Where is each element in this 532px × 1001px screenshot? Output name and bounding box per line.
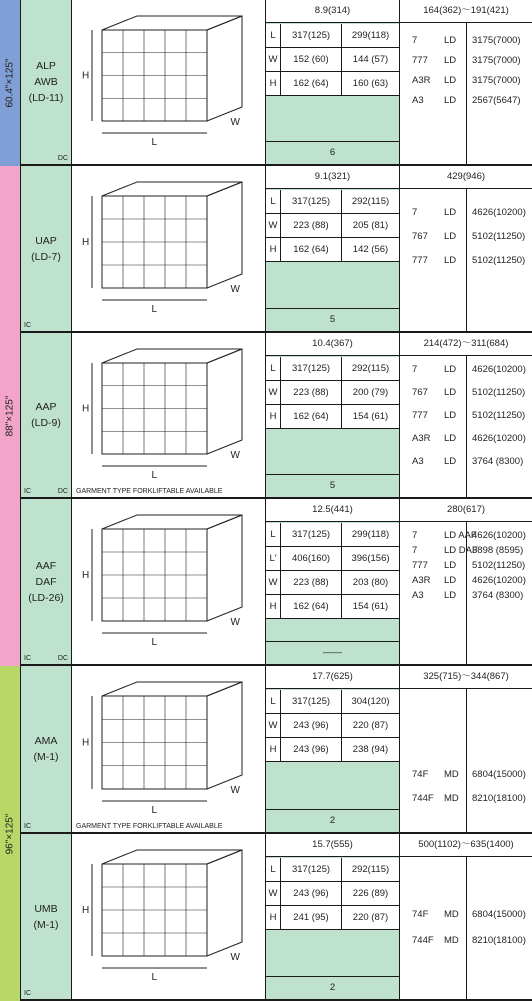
external-dimension: 317(125): [281, 523, 342, 546]
aircraft-item: [400, 255, 532, 271]
aircraft-item: [400, 231, 532, 247]
tare-weight: 429(946): [400, 166, 532, 189]
dimension-label: L: [151, 470, 158, 481]
aircraft-type: 777: [412, 410, 428, 421]
column-divider: [466, 857, 467, 999]
internal-dimension: 292(115): [351, 864, 390, 875]
dimension-label: H: [82, 237, 90, 248]
weight-cell: [400, 499, 532, 664]
external-dimension: 241 (95): [281, 906, 342, 929]
deck-position: LD: [444, 575, 457, 586]
dimension-row: [266, 523, 399, 547]
uld-type-line: (M-1): [33, 918, 59, 931]
loading-count: 5: [266, 474, 399, 497]
max-gross-weight: 8210(18100): [472, 793, 526, 804]
internal-volume: 9.1(321): [266, 166, 399, 189]
max-gross-weight: 3764 (8300): [472, 590, 524, 601]
max-gross-weight: 6804(15000): [472, 769, 526, 780]
container-picture: [72, 834, 266, 999]
internal-dimension: 396(156): [351, 553, 390, 564]
container-picture: [72, 666, 266, 832]
dimension-axis: H: [266, 738, 281, 761]
dc-code: DC: [57, 155, 68, 162]
loading-count: 6: [266, 141, 399, 164]
dimension-label: L: [151, 805, 158, 816]
aircraft-type: 777: [412, 560, 428, 571]
container-illustration: [92, 515, 242, 633]
aircraft-item: [400, 456, 532, 472]
max-gross-weight: 5102(11250): [472, 410, 526, 421]
dimension-row: [266, 381, 399, 405]
forkliftable-note: GARMENT TYPE FORKLIFTABLE AVAILABLE: [76, 823, 223, 830]
aircraft-item: [400, 793, 532, 809]
dimension-row: [266, 858, 399, 882]
deck-position: LD: [444, 560, 457, 571]
tare-weight: 325(715)～344(867): [400, 666, 532, 689]
max-gross-weight: 3898 (8595): [472, 545, 524, 556]
tare-weight: 500(1102)～635(1400): [400, 834, 532, 857]
dimension-label: H: [82, 737, 90, 749]
aircraft-item: [400, 545, 532, 561]
dimension-axis: L: [266, 523, 281, 546]
section-label: 96"×125": [4, 813, 16, 854]
internal-volume: 17.7(625): [266, 666, 399, 689]
tare-weight: 280(617): [400, 499, 532, 522]
dimension-axis: W: [266, 214, 281, 237]
dimension-label: H: [82, 403, 90, 415]
aircraft-type: 767: [412, 231, 428, 242]
dc-code: DC: [57, 488, 68, 495]
dimension-row: [266, 405, 399, 429]
dimension-row: [266, 48, 399, 72]
container-illustration: [92, 349, 242, 466]
weight-cell: [400, 666, 532, 832]
column-divider: [466, 689, 467, 832]
aircraft-type: 744F: [412, 935, 434, 946]
dimension-row: [266, 214, 399, 238]
external-dimension: 243 (96): [281, 714, 342, 737]
internal-dimension: 200 (79): [352, 387, 389, 398]
dimension-axis: W: [266, 571, 281, 594]
dimension-axis: H: [266, 906, 281, 929]
aircraft-type: 74F: [412, 909, 429, 920]
dimension-label: W: [230, 117, 240, 128]
dimension-row: [266, 357, 399, 381]
internal-dimension: 144 (57): [352, 54, 389, 65]
uld-type-line: (LD-7): [31, 250, 61, 263]
max-gross-weight: 2567(5647): [472, 95, 521, 106]
internal-dimension: 226 (89): [352, 888, 389, 899]
aircraft-list: [400, 857, 532, 999]
external-dimension: 406(160): [281, 547, 342, 570]
dimension-label: L: [151, 972, 158, 983]
uld-type-line: DAF: [35, 575, 57, 588]
dimension-row: [266, 906, 399, 930]
dimension-label: W: [230, 952, 240, 963]
internal-dimension: 292(115): [351, 196, 390, 207]
container-picture: [72, 0, 266, 164]
dimension-label: W: [230, 785, 240, 796]
container-drawing: [72, 834, 265, 999]
dimension-label: W: [230, 450, 240, 461]
container-picture: [72, 499, 266, 664]
dimension-axis: H: [266, 405, 281, 428]
dimension-axis: L: [266, 690, 281, 713]
container-illustration: [92, 16, 242, 133]
dimension-row: [266, 571, 399, 595]
container-drawing: [72, 333, 265, 497]
aircraft-type: A3: [412, 95, 424, 106]
dimension-label: H: [82, 905, 90, 916]
container-picture: [72, 166, 266, 331]
aircraft-type: 7: [412, 35, 418, 46]
uld-type-line: (LD-9): [31, 417, 61, 429]
dimensions-cell: [266, 333, 400, 497]
external-dimension: 162 (64): [281, 72, 342, 95]
external-dimension: 317(125): [281, 357, 342, 380]
aircraft-type: A3R: [412, 75, 431, 86]
uld-row: [21, 166, 532, 333]
container-illustration: [92, 682, 242, 801]
dimension-row: [266, 714, 399, 738]
weight-cell: [400, 333, 532, 497]
uld-type-line: (M-1): [33, 751, 59, 763]
aircraft-type: 777: [412, 255, 428, 266]
aircraft-list: [400, 356, 532, 497]
uld-type-line: UMB: [34, 902, 58, 915]
external-dimension: 223 (88): [281, 214, 342, 237]
dimension-axis: W: [266, 381, 281, 404]
internal-dimension: 292(115): [351, 363, 390, 374]
aircraft-item: [400, 410, 532, 426]
aircraft-type: A3R: [412, 575, 431, 586]
aircraft-item: [400, 590, 532, 606]
aircraft-item: [400, 433, 532, 449]
uld-type-name: [21, 233, 71, 265]
deck-position: LD: [444, 75, 457, 86]
internal-dimension: 160 (63): [352, 78, 389, 89]
internal-dimension: 203 (80): [352, 577, 389, 588]
uld-row: [21, 0, 532, 166]
ic-code: IC: [24, 322, 31, 329]
dimension-axis: W: [266, 714, 281, 737]
internal-dimension: 220 (87): [352, 912, 389, 923]
deck-position: MD: [444, 935, 459, 946]
max-gross-weight: 3764 (8300): [472, 456, 524, 467]
max-gross-weight: 6804(15000): [472, 909, 526, 920]
tare-weight: 214(472)～311(684): [400, 333, 532, 356]
dimension-label: W: [230, 284, 240, 295]
deck-position: LD: [444, 207, 457, 218]
dimension-axis: L: [266, 357, 281, 380]
aircraft-item: [400, 769, 532, 785]
external-dimension: 317(125): [281, 190, 342, 213]
deck-position: LD: [444, 387, 457, 398]
external-dimension: 243 (96): [281, 882, 342, 905]
dimensions-cell: [266, 499, 400, 664]
dimension-axis: W: [266, 882, 281, 905]
aircraft-type: 7: [412, 207, 418, 218]
deck-position: LD: [444, 433, 457, 444]
deck-position: LD: [444, 255, 457, 266]
dimension-row: [266, 24, 399, 48]
aircraft-type: 744F: [412, 793, 434, 804]
aircraft-item: [400, 909, 532, 925]
dimension-axis: L: [266, 858, 281, 881]
uld-type-line: AMA: [34, 735, 58, 747]
ic-code: IC: [24, 990, 31, 997]
aircraft-type: 7: [412, 364, 418, 375]
external-dimension: 317(125): [281, 858, 342, 881]
uld-type-name: [21, 733, 71, 765]
section-band-88x125: [0, 166, 21, 666]
deck-position: LD: [444, 231, 457, 242]
section-band-60x125: [0, 0, 21, 166]
deck-position: MD: [444, 793, 459, 804]
container-drawing: [72, 666, 265, 832]
deck-position: LD: [444, 35, 457, 46]
dimension-row: [266, 72, 399, 96]
aircraft-type: A3R: [412, 433, 431, 444]
internal-dimension: 238 (94): [352, 744, 389, 755]
external-dimension: 152 (60): [281, 48, 342, 71]
internal-volume: 10.4(367): [266, 333, 399, 356]
dimension-axis: L′: [266, 547, 281, 570]
container-drawing: [72, 166, 265, 331]
max-gross-weight: 8210(18100): [472, 935, 526, 946]
aircraft-item: [400, 575, 532, 591]
aircraft-type: 7: [412, 545, 418, 556]
uld-row: [21, 666, 532, 834]
dimension-label: L: [151, 137, 158, 148]
deck-position: LD AAF: [444, 530, 477, 541]
aircraft-list: [400, 522, 532, 664]
dimension-axis: H: [266, 595, 281, 618]
aircraft-type: 7: [412, 530, 418, 541]
dimension-row: [266, 238, 399, 262]
aircraft-type: 777: [412, 55, 428, 66]
ic-code: IC: [24, 823, 31, 830]
uld-type-line: AAP: [35, 401, 57, 413]
uld-type-cell: [21, 0, 72, 164]
aircraft-type: 74F: [412, 769, 429, 780]
section-band-96x125: [0, 666, 21, 1001]
deck-position: LD: [444, 95, 457, 106]
dimension-row: [266, 690, 399, 714]
aircraft-type: A3: [412, 590, 424, 601]
uld-type-cell: [21, 499, 72, 664]
dc-code: DC: [57, 655, 68, 662]
uld-type-name: [21, 399, 71, 431]
uld-type-cell: [21, 166, 72, 331]
aircraft-list: [400, 689, 532, 832]
aircraft-item: [400, 530, 532, 546]
internal-volume: 8.9(314): [266, 0, 399, 23]
weight-cell: [400, 834, 532, 999]
dimensions-cell: [266, 0, 400, 164]
internal-dimension: 220 (87): [352, 720, 389, 731]
dimension-axis: L: [266, 24, 281, 47]
deck-position: LD: [444, 590, 457, 601]
uld-type-line: AAF: [35, 559, 57, 572]
aircraft-item: [400, 935, 532, 951]
loading-count: 2: [266, 809, 399, 832]
max-gross-weight: 4626(10200): [472, 575, 526, 586]
external-dimension: 317(125): [281, 690, 342, 713]
dimension-row: [266, 595, 399, 619]
container-drawing: [72, 0, 265, 164]
aircraft-item: [400, 35, 532, 51]
container-illustration: [92, 182, 242, 300]
aircraft-item: [400, 75, 532, 91]
external-dimension: 162 (64): [281, 238, 342, 261]
aircraft-item: [400, 55, 532, 71]
deck-position: MD: [444, 769, 459, 780]
uld-type-cell: [21, 666, 72, 832]
dimensions-cell: [266, 166, 400, 331]
max-gross-weight: 4626(10200): [472, 530, 526, 541]
uld-row: [21, 834, 532, 1001]
deck-position: MD: [444, 909, 459, 920]
deck-position: LD: [444, 55, 457, 66]
external-dimension: 162 (64): [281, 405, 342, 428]
dimension-row: [266, 738, 399, 762]
dimension-label: W: [230, 617, 240, 628]
section-label: 88"×125": [4, 395, 16, 437]
aircraft-item: [400, 364, 532, 380]
internal-volume: 12.5(441): [266, 499, 399, 522]
internal-volume: 15.7(555): [266, 834, 399, 857]
weight-cell: [400, 0, 532, 164]
deck-position: LD DAF: [444, 545, 478, 556]
deck-position: LD: [444, 410, 457, 421]
ic-code: IC: [24, 655, 31, 662]
uld-type-cell: [21, 834, 72, 999]
aircraft-type: A3: [412, 456, 424, 467]
max-gross-weight: 4626(10200): [472, 364, 526, 375]
uld-type-name: [21, 901, 71, 933]
uld-row: [21, 499, 532, 666]
max-gross-weight: 5102(11250): [472, 255, 526, 266]
internal-dimension: 299(118): [351, 529, 390, 540]
dimension-axis: W: [266, 48, 281, 71]
max-gross-weight: 3175(7000): [472, 75, 521, 86]
dimension-label: L: [151, 637, 158, 648]
aircraft-item: [400, 560, 532, 576]
internal-dimension: 304(120): [351, 696, 390, 707]
uld-row: [21, 333, 532, 499]
dimension-axis: H: [266, 238, 281, 261]
tare-weight: 164(362)～191(421): [400, 0, 532, 23]
deck-position: LD: [444, 456, 457, 467]
loading-count: 5: [266, 308, 399, 331]
container-drawing: [72, 499, 265, 664]
aircraft-item: [400, 207, 532, 223]
deck-position: LD: [444, 364, 457, 375]
max-gross-weight: 4626(10200): [472, 207, 526, 218]
uld-type-name: [21, 58, 71, 106]
dimensions-cell: [266, 666, 400, 832]
max-gross-weight: 5102(11250): [472, 231, 526, 242]
external-dimension: 223 (88): [281, 571, 342, 594]
uld-type-line: UAP: [35, 234, 57, 247]
internal-dimension: 154 (61): [352, 601, 389, 612]
internal-dimension: 154 (61): [352, 411, 389, 422]
external-dimension: 162 (64): [281, 595, 342, 618]
max-gross-weight: 3175(7000): [472, 35, 521, 46]
dimension-row: [266, 190, 399, 214]
ic-code: IC: [24, 488, 31, 495]
uld-type-line: (LD-26): [28, 591, 64, 604]
dimension-row: [266, 547, 399, 571]
weight-cell: [400, 166, 532, 331]
container-picture: [72, 333, 266, 497]
internal-dimension: 205 (81): [352, 220, 389, 231]
dimension-axis: H: [266, 72, 281, 95]
aircraft-list: [400, 189, 532, 331]
uld-type-line: (LD-11): [28, 92, 64, 104]
loading-count: ——: [266, 641, 399, 664]
uld-type-line: ALP: [36, 60, 56, 72]
uld-type-line: AWB: [34, 76, 58, 88]
loading-count: 2: [266, 976, 399, 999]
external-dimension: 317(125): [281, 24, 342, 47]
aircraft-item: [400, 387, 532, 403]
max-gross-weight: 5102(11250): [472, 560, 526, 571]
aircraft-list: [400, 23, 532, 164]
forkliftable-note: GARMENT TYPE FORKLIFTABLE AVAILABLE: [76, 488, 223, 495]
aircraft-item: [400, 95, 532, 111]
dimension-label: L: [151, 304, 158, 315]
dimension-label: H: [82, 570, 90, 581]
external-dimension: 223 (88): [281, 381, 342, 404]
external-dimension: 243 (96): [281, 738, 342, 761]
dimension-label: H: [82, 70, 90, 82]
max-gross-weight: 5102(11250): [472, 387, 526, 398]
dimensions-cell: [266, 834, 400, 999]
internal-dimension: 142 (56): [352, 244, 389, 255]
max-gross-weight: 4626(10200): [472, 433, 526, 444]
max-gross-weight: 3175(7000): [472, 55, 521, 66]
section-label: 60.4"×125": [4, 58, 16, 108]
dimension-row: [266, 882, 399, 906]
aircraft-type: 767: [412, 387, 428, 398]
uld-type-cell: [21, 333, 72, 497]
container-illustration: [92, 850, 242, 968]
dimension-axis: L: [266, 190, 281, 213]
internal-dimension: 299(118): [351, 30, 390, 41]
uld-type-name: [21, 558, 71, 606]
